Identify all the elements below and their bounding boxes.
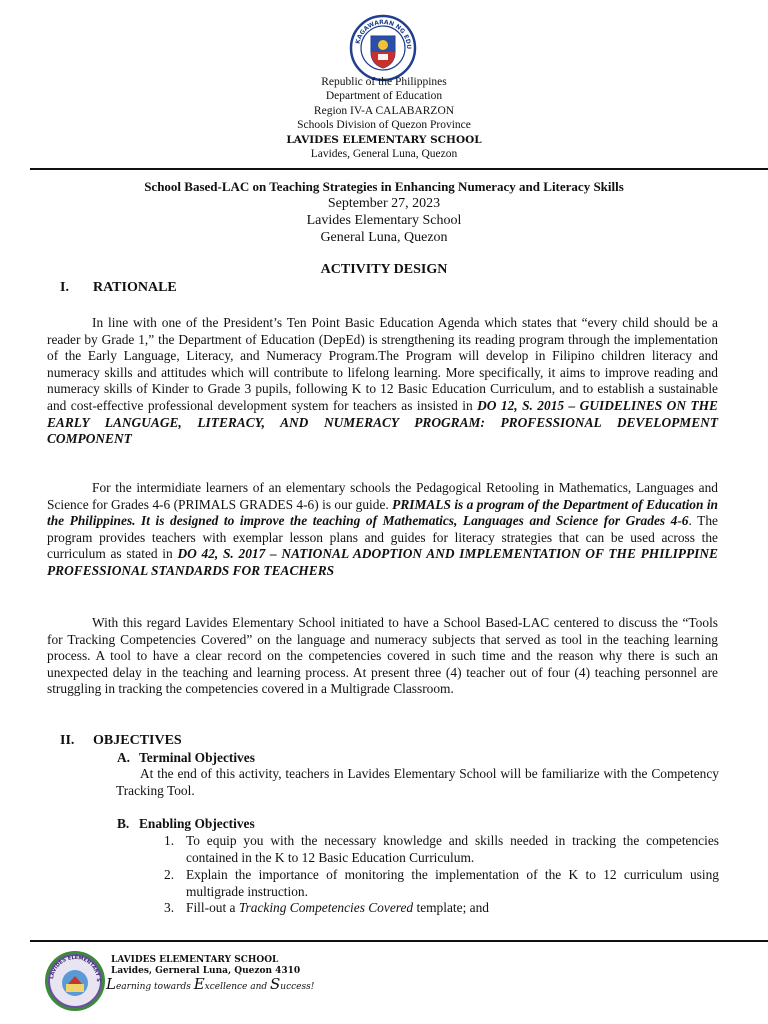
rationale-paragraph-1: In line with one of the President’s Ten Point Basic Education Agenda which states that “every child should be a reader by Grade 1,” the Department of Education (DepEd) is strengthening its reading program through the implementation of the Early Language, Literacy, and Numeracy Program.The Program will develop in Filipino children literacy and numeracy skills and attitudes which will contribute to lifelong learning. More specifically, it aims to improve reading and numeracy skills of Kinder to Grade 3 pupils, following K to 12 Basic Education Curriculum, and to establish a sustainable and cost-effective professional development system for teachers as insisted in DO 12, S. 2015 – GUIDELINES ON THE EARLY LANGUAGE, LITERACY, AND NUMERACY PROGRAM: PROFESSIONAL DEVELOPMENT COMPONENT xyxy=(47,315,718,447)
header-line-region: Region IV-A CALABARZON xyxy=(313,105,455,117)
event-venue: Lavides Elementary School xyxy=(306,213,462,228)
rationale-numeral: I. xyxy=(60,280,69,295)
deped-order-2015-reference: DO 12, S. 2015 – GUIDELINES ON THE EARLY LANGUAGE, LITERACY, AND NUMERACY PROGRAM: PROFESSIONAL DEVELOPMENT COMPONENT xyxy=(47,397,718,447)
rationale-paragraph-3: With this regard Lavides Elementary School initiated to have a School Based-LAC centered to discuss the “Tools for Tracking Competencies Covered” on the language and numeracy subjects that served as tool in the teaching learning process. A tool to have a clear record on the competencies covered in such time and the reason why there is such an unexpected delay in the teaching and learning process. At present three (4) teacher out of four (4) teaching personnel are struggling in tracking the competencies covered in a Multigrade Classroom. xyxy=(47,615,718,697)
rationale-paragraph-2: For the intermidiate learners of an elementary schools the Pedagogical Retooling in Mathematics, Languages and Science for Grades 4-6 (PRIMALS GRADES 4-6) is our guide. PRIMALS is a program of the Department of Education in the Philippines. It is designed to improve the teaching of Mathematics, Languages and Science for Grades 4-6. The program provides teachers with exemplar lesson plans and guides for literacy strategies that can be used across the curriculum as stated in DO 42, S. 2017 – NATIONAL ADOPTION AND IMPLEMENTATION OF THE PHILIPPINE PROFESSIONAL STANDARDS FOR TEACHERS xyxy=(47,480,718,578)
list-item: Fill-out a Tracking Competencies Covered template; and xyxy=(186,900,489,915)
event-date: September 27, 2023 xyxy=(327,196,441,211)
list-item: Explain the importance of monitoring the implementation of the K to 12 curriculum using multigrade instruction. xyxy=(186,867,719,899)
doc-title: ACTIVITY DESIGN xyxy=(320,262,448,277)
event-location: General Luna, Quezon xyxy=(320,230,448,245)
header-line-division: Schools Division of Quezon Province xyxy=(297,119,471,131)
footer-divider xyxy=(30,940,768,942)
rationale-heading: RATIONALE xyxy=(93,280,177,295)
header-school-name: LAVIDES ELEMENTARY SCHOOL xyxy=(286,134,482,146)
svg-text:LAVIDES ELEMENTARY SCHOOL: LAVIDES ELEMENTARY S xyxy=(49,954,102,982)
event-title: School Based-LAC on Teaching Strategies in Enhancing Numeracy and Literacy Skills xyxy=(144,179,624,194)
terminal-objectives-label: A. xyxy=(117,750,131,765)
footer-school-address: Lavides, Gerneral Luna, Quezon 4310 xyxy=(111,966,301,976)
list-item-number: 3. xyxy=(164,900,175,915)
enabling-objectives-heading: Enabling Objectives xyxy=(139,816,255,831)
header-school-address: Lavides, General Luna, Quezon xyxy=(310,148,458,160)
terminal-objectives-heading: Terminal Objectives xyxy=(139,750,255,765)
objectives-numeral: II. xyxy=(60,733,75,748)
list-item-number: 2. xyxy=(164,867,175,882)
primals-description: PRIMALS is a program of the Department of Education in the Philippines. It is designed to improve the teaching of Mathematics, Languages and Science for Grades 4-6 xyxy=(47,496,718,529)
svg-text:KAGAWARAN NG EDUKASYON: KAGAWARAN NG EDU xyxy=(354,18,413,50)
terminal-objectives-text: At the end of this activity, teachers in Lavides Elementary School will be familiarize with the Competency Tracking Tool. xyxy=(116,766,719,798)
header-line-department: Department of Education xyxy=(325,90,443,102)
deped-seal xyxy=(349,14,417,82)
header-line-country: Republic of the Philippines xyxy=(321,76,447,88)
header-divider xyxy=(30,168,768,170)
list-item: To equip you with the necessary knowledge and skills needed in tracking the competencies contained in the K to 12 Basic Education Curriculum. xyxy=(186,833,719,865)
objectives-heading: OBJECTIVES xyxy=(93,733,182,748)
enabling-objectives-label: B. xyxy=(117,816,130,831)
footer-motto: Learning towards Excellence and Success! xyxy=(106,975,315,993)
list-item-number: 1. xyxy=(164,833,175,848)
deped-order-2017-reference: DO 42, S. 2017 – NATIONAL ADOPTION AND IMPLEMENTATION OF THE PHILIPPINE PROFESSIONAL STANDARDS FOR TEACHERS xyxy=(47,546,718,578)
school-logo xyxy=(44,950,106,1012)
footer-school-name: LAVIDES ELEMENTARY SCHOOL xyxy=(111,955,279,965)
